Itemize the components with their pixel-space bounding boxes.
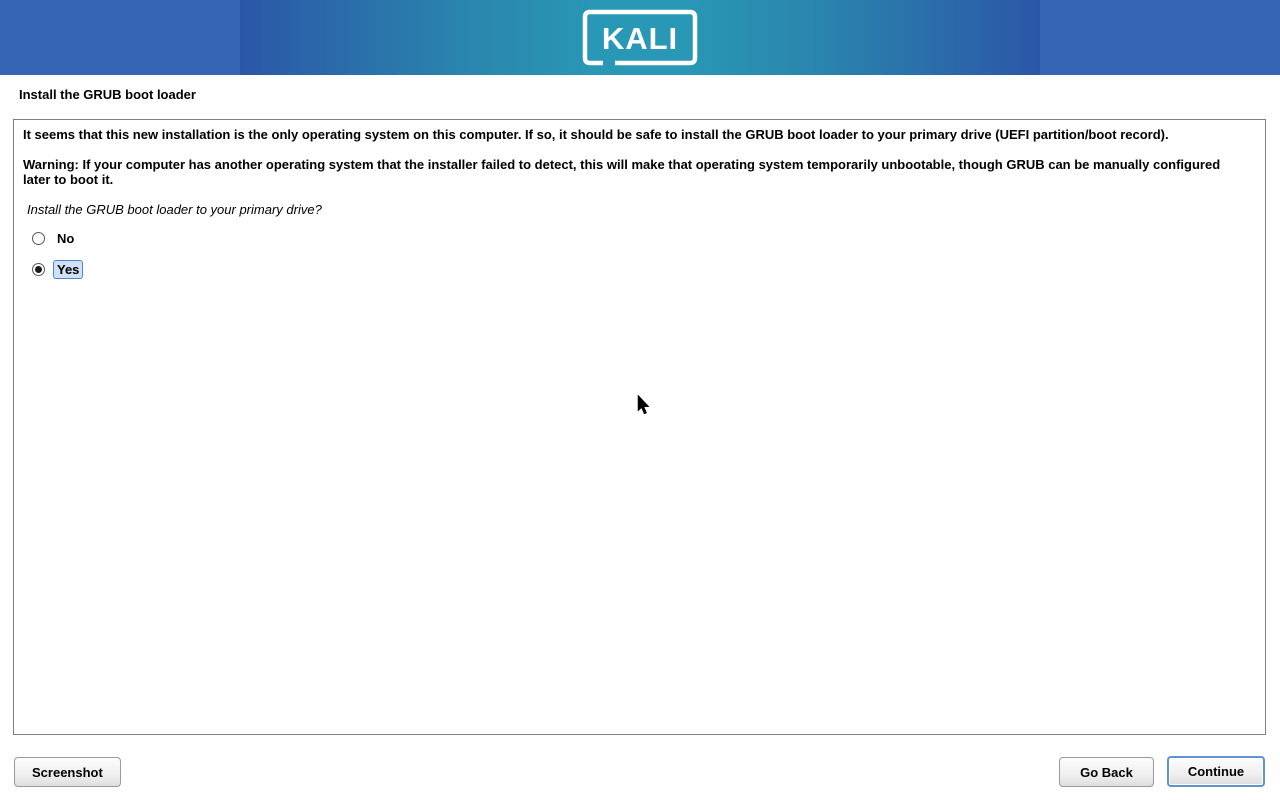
kali-logo bbox=[581, 8, 699, 67]
question-text: Install the GRUB boot loader to your primary drive? bbox=[27, 202, 322, 217]
warning-paragraph: Warning: If your computer has another operating system that the installer failed to detect, this will make that operating system temporarily unbootable, though GRUB can be manually configured later to boot it. bbox=[23, 157, 1221, 187]
installer-banner bbox=[0, 0, 1280, 75]
radio-option-no[interactable] bbox=[23, 230, 1251, 246]
continue-button[interactable]: Continue bbox=[1167, 756, 1265, 787]
page-title: Install the GRUB boot loader bbox=[19, 87, 196, 102]
go-back-button[interactable]: Go Back bbox=[1059, 757, 1154, 787]
info-paragraph: It seems that this new installation is the only operating system on this computer. If so, it should be safe to install the GRUB boot loader to your primary drive (UEFI partition/boot record). bbox=[23, 127, 1169, 142]
screenshot-button[interactable]: Screenshot bbox=[14, 757, 121, 787]
radio-option-yes[interactable] bbox=[23, 261, 1251, 277]
radio-button-no[interactable] bbox=[32, 232, 45, 245]
radio-button-yes[interactable] bbox=[32, 263, 45, 276]
radio-label-yes[interactable]: Yes bbox=[53, 260, 83, 279]
content-frame bbox=[13, 119, 1266, 735]
kali-logo-text: KALI bbox=[601, 21, 679, 56]
radio-label-no[interactable]: No bbox=[57, 230, 75, 246]
